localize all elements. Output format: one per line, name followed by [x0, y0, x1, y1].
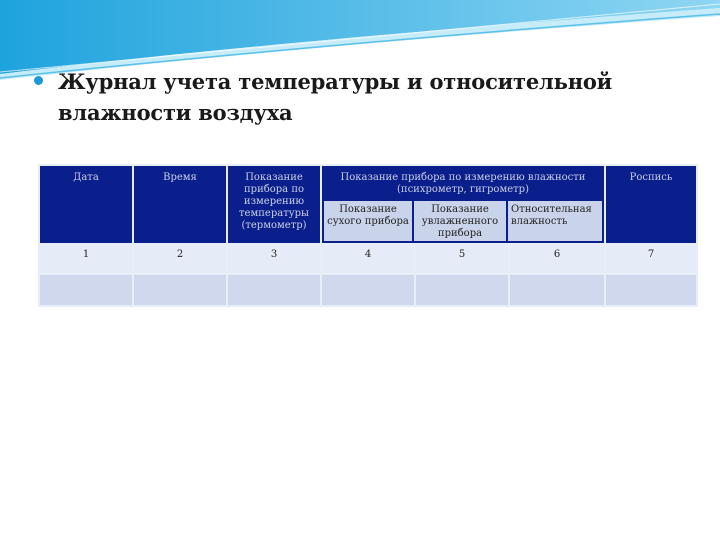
table-cell-empty	[322, 275, 414, 305]
column-number-4: 4	[322, 245, 414, 273]
bullet-icon	[34, 76, 43, 85]
header-signature: Роспись	[606, 166, 696, 243]
table-cell-empty	[416, 275, 508, 305]
header-time: Время	[134, 166, 226, 243]
table-cell-empty	[228, 275, 320, 305]
table-cell-empty	[134, 275, 226, 305]
column-number-5: 5	[416, 245, 508, 273]
table-cell-empty	[40, 275, 132, 305]
column-number-7: 7	[606, 245, 696, 273]
column-number-2: 2	[134, 245, 226, 273]
header-date: Дата	[40, 166, 132, 243]
table-cell-empty	[606, 275, 696, 305]
column-number-3: 3	[228, 245, 320, 273]
column-number-1: 1	[40, 245, 132, 273]
header-humidity-reading: Показание прибора по измерению влажности (психрометр, гигрометр)	[322, 166, 604, 243]
header-temperature-reading: Показание прибора по измерению температуры (термометр)	[228, 166, 320, 243]
subheader-wet: Показание увлажненного прибора	[414, 201, 506, 241]
subheader-relative: Относительная влажность	[508, 201, 602, 241]
table-cell-empty	[510, 275, 604, 305]
subheader-dry: Показание сухого прибора	[324, 201, 412, 241]
column-number-6: 6	[510, 245, 604, 273]
slide-title: Журнал учета температуры и относительной влажности воздуха	[58, 69, 613, 125]
journal-table	[38, 164, 698, 307]
